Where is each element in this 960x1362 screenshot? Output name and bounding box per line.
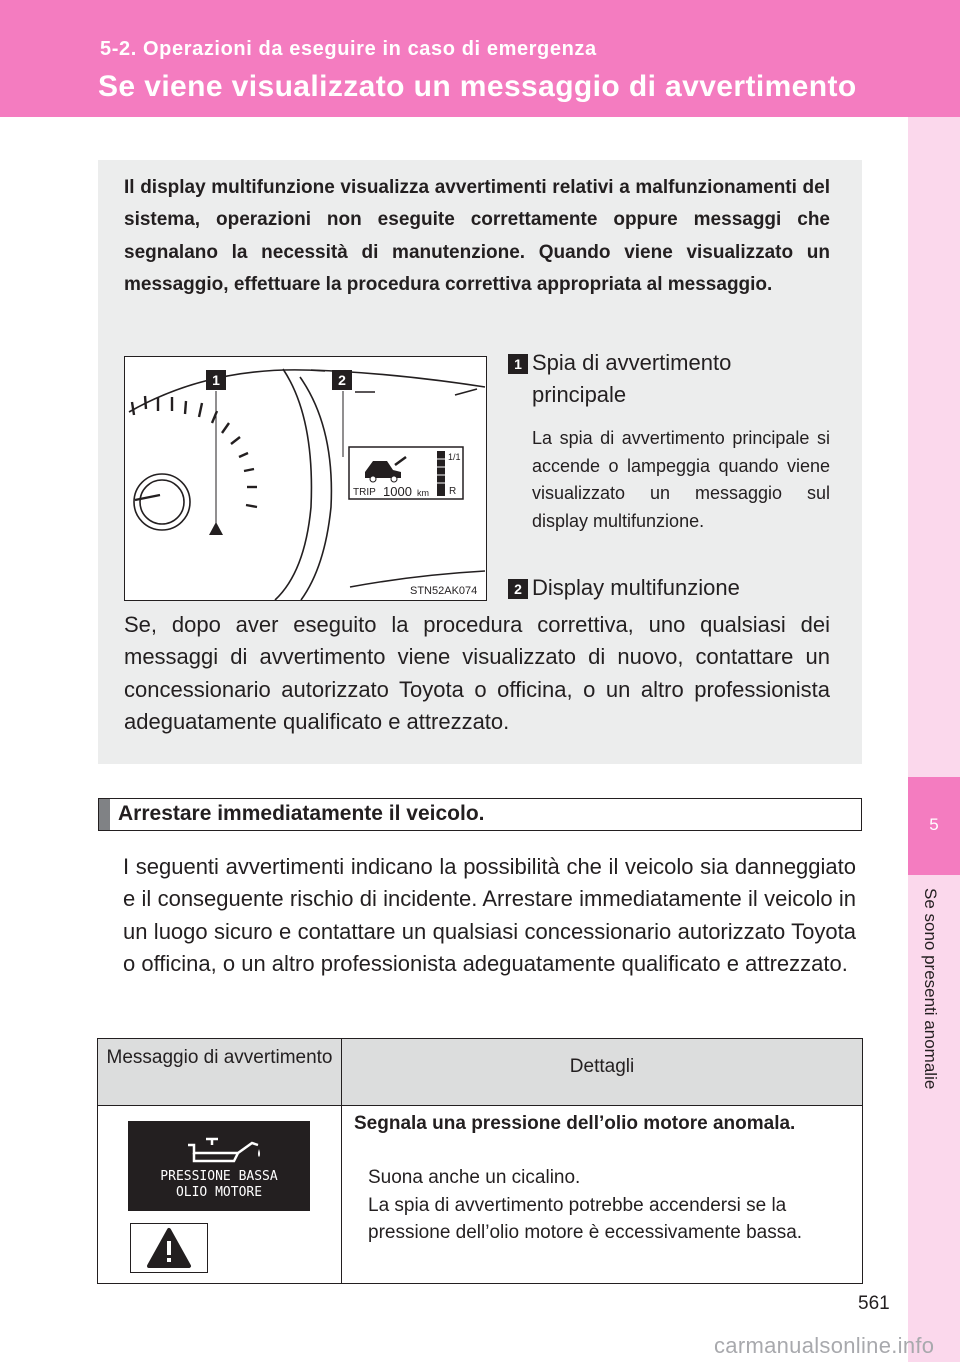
display-line-2: OLIO MOTORE xyxy=(175,1185,263,1200)
detail-line-1: Suona anche un cicalino. xyxy=(368,1167,581,1188)
master-warning-light xyxy=(130,1223,208,1273)
callout-marker-1: 1 xyxy=(206,370,226,390)
callout-2-badge: 2 xyxy=(508,579,528,599)
trip-value: 1000 xyxy=(383,484,412,499)
page-title: Se viene visualizzato un messaggio di avvertimento xyxy=(98,70,857,103)
stop-vehicle-body: I seguenti avvertimenti indicano la possibilità che il veicolo sia danneggiato e il conseguente rischio di incidente. Arrestare immediatamente il veicolo in un luogo sicuro e contattare un qualsiasi concessionario autorizzato Toyota o officina, o un altro professionista adeguatamente qualificato e attrezzato. xyxy=(123,854,856,976)
svg-text:1/1: 1/1 xyxy=(448,452,461,462)
warning-table xyxy=(97,1038,863,1284)
oil-can-icon xyxy=(128,1121,310,1167)
detail-line-2: La spia di avvertimento potrebbe accendersi se la pressione dell’olio motore è eccessivamente bassa. xyxy=(368,1194,803,1243)
heading-bar xyxy=(99,799,110,830)
detail-title: Segnala una pressione dell’olio motore anomala. xyxy=(354,1113,796,1134)
stop-vehicle-heading xyxy=(98,798,862,831)
intro-text: Il display multifunzione visualizza avvertimenti relativi a malfunzionamenti del sistema, operazioni non eseguite correttamente oppure messaggi che segnalano la necessità di manutenzione. Quando viene visualizzato un messaggio, effettuare la procedura correttiva appropriata al messaggio. xyxy=(124,177,830,296)
chapter-number: 5 xyxy=(929,815,939,834)
table-header-details: Dettagli xyxy=(569,1056,635,1077)
table-header-message: Messaggio di avvertimento xyxy=(106,1047,333,1068)
illustration-code: STN52AK074 xyxy=(410,585,478,597)
stop-vehicle-heading-text: Arrestare immediatamente il veicolo. xyxy=(118,802,485,825)
callout-1-text: La spia di avvertimento principale si accende o lampeggia quando viene visualizzato un messaggio sul display multifunzione. xyxy=(532,428,830,531)
callout-2-title: Display multifunzione xyxy=(532,575,740,600)
trip-label: TRIP xyxy=(353,487,376,498)
detail-text xyxy=(368,1164,858,1247)
side-strip xyxy=(908,117,960,1362)
display-line-1: PRESSIONE BASSA xyxy=(160,1169,278,1184)
callout-1-title: Spia di avvertimento principale xyxy=(532,350,732,407)
callout-1-badge: 1 xyxy=(508,354,528,374)
trip-unit: km xyxy=(417,488,429,498)
callout-marker-2: 2 xyxy=(332,370,352,390)
oil-pressure-display xyxy=(128,1121,310,1211)
page-header xyxy=(0,0,960,117)
warning-triangle-icon xyxy=(131,1224,207,1272)
page-number: 561 xyxy=(858,1293,890,1314)
master-warning-icon xyxy=(209,522,223,535)
watermark[interactable]: carmanualsonline.info xyxy=(714,1333,935,1358)
chapter-tab[interactable] xyxy=(908,777,960,875)
svg-text:R: R xyxy=(449,486,457,497)
section-title: 5-2. Operazioni da eseguire in caso di emergenza xyxy=(100,38,597,60)
table-column-divider xyxy=(341,1039,342,1283)
dashboard-illustration xyxy=(124,356,487,601)
dashboard-drawing xyxy=(125,357,486,600)
chapter-label: Se sono presenti anomalie xyxy=(921,888,940,1090)
table-header-row xyxy=(98,1039,862,1106)
intro-closing-text: Se, dopo aver eseguito la procedura correttiva, uno qualsiasi dei messaggi di avvertimento viene visualizzato di nuovo, contattare un concessionario autorizzato Toyota o officina, o un altro professionista adeguatamente qualificato e attrezzato. xyxy=(124,612,830,734)
